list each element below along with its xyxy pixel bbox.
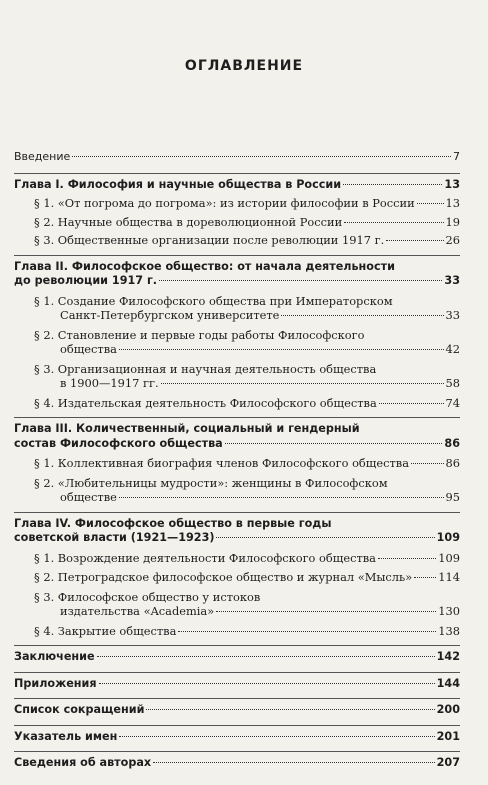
toc-entry-title: § 4. Закрытие общества — [34, 623, 177, 638]
dot-leader — [281, 315, 443, 316]
divider — [14, 672, 460, 673]
divider — [14, 725, 460, 726]
toc-page-number: 58 — [445, 376, 460, 390]
toc-section-2-3[interactable] — [34, 362, 460, 391]
toc-page-number: 109 — [436, 531, 460, 544]
dot-leader — [72, 156, 451, 157]
toc-entry-title-line1: § 2. Становление и первые годы работы Философского — [34, 327, 365, 342]
toc-chapter-3[interactable] — [14, 422, 460, 451]
toc-entry-title-line1: § 3. Организационная и научная деятельность общества — [34, 361, 377, 376]
toc-entry-title: § 1. Коллективная биография членов Философского общества — [34, 456, 409, 470]
toc-entry-abbreviations[interactable] — [14, 703, 460, 718]
toc-page-number: 114 — [438, 570, 460, 584]
toc-entry-introduction[interactable] — [14, 150, 460, 165]
dot-leader — [378, 558, 436, 559]
toc-page-number: 74 — [445, 395, 460, 410]
toc-entry-title: до революции 1917 г. — [14, 274, 158, 287]
toc-entry-title: состав Философского общества — [14, 436, 223, 450]
toc-entry-title: § 1. Возрождение деятельности Философского общества — [34, 550, 376, 565]
dot-leader — [97, 656, 435, 657]
dot-leader — [417, 203, 444, 204]
toc-entry-title-line1: Глава II. Философское общество: от начала деятельности — [14, 259, 395, 273]
toc-chapter-2[interactable] — [14, 260, 460, 289]
toc-entry-title: издательства «Academia» — [60, 604, 215, 618]
dot-leader — [99, 683, 435, 684]
toc-page-number: 207 — [436, 756, 460, 769]
toc-entry-title: § 3. Общественные организации после революции 1917 г. — [34, 233, 385, 247]
toc-entry-title: в 1900—1917 гг. — [60, 376, 159, 390]
toc-page-number: 13 — [445, 196, 460, 210]
toc-page-number: 109 — [438, 550, 460, 565]
dot-leader — [379, 403, 444, 404]
dot-leader — [411, 463, 444, 464]
dot-leader — [414, 577, 436, 578]
divider — [14, 255, 460, 256]
toc-entry-title: Заключение — [14, 650, 95, 663]
toc-page-number: 42 — [445, 342, 460, 356]
toc-entry-title: § 2. Петроградское философское общество и журнал «Мысль» — [34, 570, 413, 584]
toc-entry-title-line1: § 1. Создание Философского общества при Императорском — [34, 293, 393, 308]
dot-leader — [146, 709, 434, 710]
toc-page-number: 130 — [438, 604, 460, 618]
toc-entry-title: Приложения — [14, 676, 97, 690]
toc-section-2-1[interactable] — [34, 294, 460, 323]
toc-section-4-2[interactable] — [34, 570, 460, 585]
toc-entry-title: Список сокращений — [14, 703, 145, 716]
toc-entry-appendices[interactable] — [14, 677, 460, 692]
toc-page-number: 33 — [444, 274, 460, 287]
divider — [14, 173, 460, 174]
dot-leader — [119, 349, 444, 350]
toc-page-number: 7 — [453, 150, 460, 163]
toc-page-number: 19 — [445, 214, 460, 229]
toc-page-number: 86 — [444, 436, 460, 450]
toc-entry-title: § 2. Научные общества в дореволюционной России — [34, 214, 343, 229]
toc-page-number: 144 — [436, 676, 460, 690]
toc-entry-title: общества — [60, 342, 117, 356]
toc-chapter-1[interactable] — [14, 178, 460, 193]
toc-section-4-1[interactable] — [34, 551, 460, 566]
dot-leader — [344, 222, 443, 223]
toc-entry-title: Санкт-Петербургском университете — [60, 308, 280, 322]
toc-entry-title-line1: Глава III. Количественный, социальный и гендерный — [14, 422, 360, 435]
dot-leader — [225, 443, 443, 444]
dot-leader — [386, 240, 443, 241]
divider — [14, 645, 460, 646]
toc-entry-title: § 4. Издательская деятельность Философского общества — [34, 395, 377, 410]
divider — [14, 698, 460, 699]
divider — [14, 417, 460, 418]
toc-entry-title: советской власти (1921—1923) — [14, 531, 215, 544]
toc-section-1-2[interactable] — [34, 215, 460, 230]
dot-leader — [119, 497, 444, 498]
toc-entry-title-line1: § 3. Философское общество у истоков — [34, 589, 261, 604]
dot-leader — [159, 280, 442, 281]
toc-section-1-3[interactable] — [34, 233, 460, 248]
toc-entry-title: Глава I. Философия и научные общества в России — [14, 177, 342, 191]
toc-entry-title: § 1. «От погрома до погрома»: из истории философии в России — [34, 196, 415, 210]
toc-page-number: 200 — [436, 703, 460, 716]
toc-page-number: 13 — [444, 177, 460, 191]
toc-page-number: 86 — [445, 456, 460, 470]
toc-page-number: 142 — [436, 650, 460, 663]
toc-entry-conclusion[interactable] — [14, 650, 460, 665]
toc-section-1-1[interactable] — [34, 196, 460, 211]
toc-page-number: 26 — [445, 233, 460, 247]
dot-leader — [216, 537, 434, 538]
table-of-contents — [14, 150, 460, 771]
toc-chapter-4[interactable] — [14, 517, 460, 546]
dot-leader — [161, 383, 444, 384]
divider — [14, 751, 460, 752]
dot-leader — [153, 762, 435, 763]
toc-entry-authors[interactable] — [14, 756, 460, 771]
toc-entry-title: Введение — [14, 150, 71, 163]
toc-section-3-1[interactable] — [34, 456, 460, 471]
toc-section-2-2[interactable] — [34, 328, 460, 357]
divider — [14, 512, 460, 513]
dot-leader — [343, 184, 442, 185]
toc-entry-title-line1: Глава IV. Философское общество в первые годы — [14, 516, 332, 530]
dot-leader — [178, 631, 436, 632]
dot-leader — [119, 736, 434, 737]
dot-leader — [216, 611, 436, 612]
toc-section-2-4[interactable] — [34, 396, 460, 411]
toc-entry-title: Указатель имен — [14, 729, 118, 743]
toc-entry-title-line1: § 2. «Любительницы мудрости»: женщины в Философском — [34, 475, 388, 490]
toc-section-3-2[interactable] — [34, 476, 460, 505]
toc-entry-index[interactable] — [14, 730, 460, 745]
toc-entry-title: обществе — [60, 490, 117, 504]
toc-page-number: 201 — [436, 729, 460, 743]
page-title: ОГЛАВЛЕНИЕ — [184, 58, 304, 74]
toc-section-4-4[interactable] — [34, 624, 460, 639]
toc-page-number: 138 — [438, 623, 460, 638]
toc-section-4-3[interactable] — [34, 590, 460, 619]
toc-page-number: 95 — [445, 490, 460, 504]
toc-entry-title: Сведения об авторах — [14, 756, 152, 769]
toc-page-number: 33 — [445, 308, 460, 322]
